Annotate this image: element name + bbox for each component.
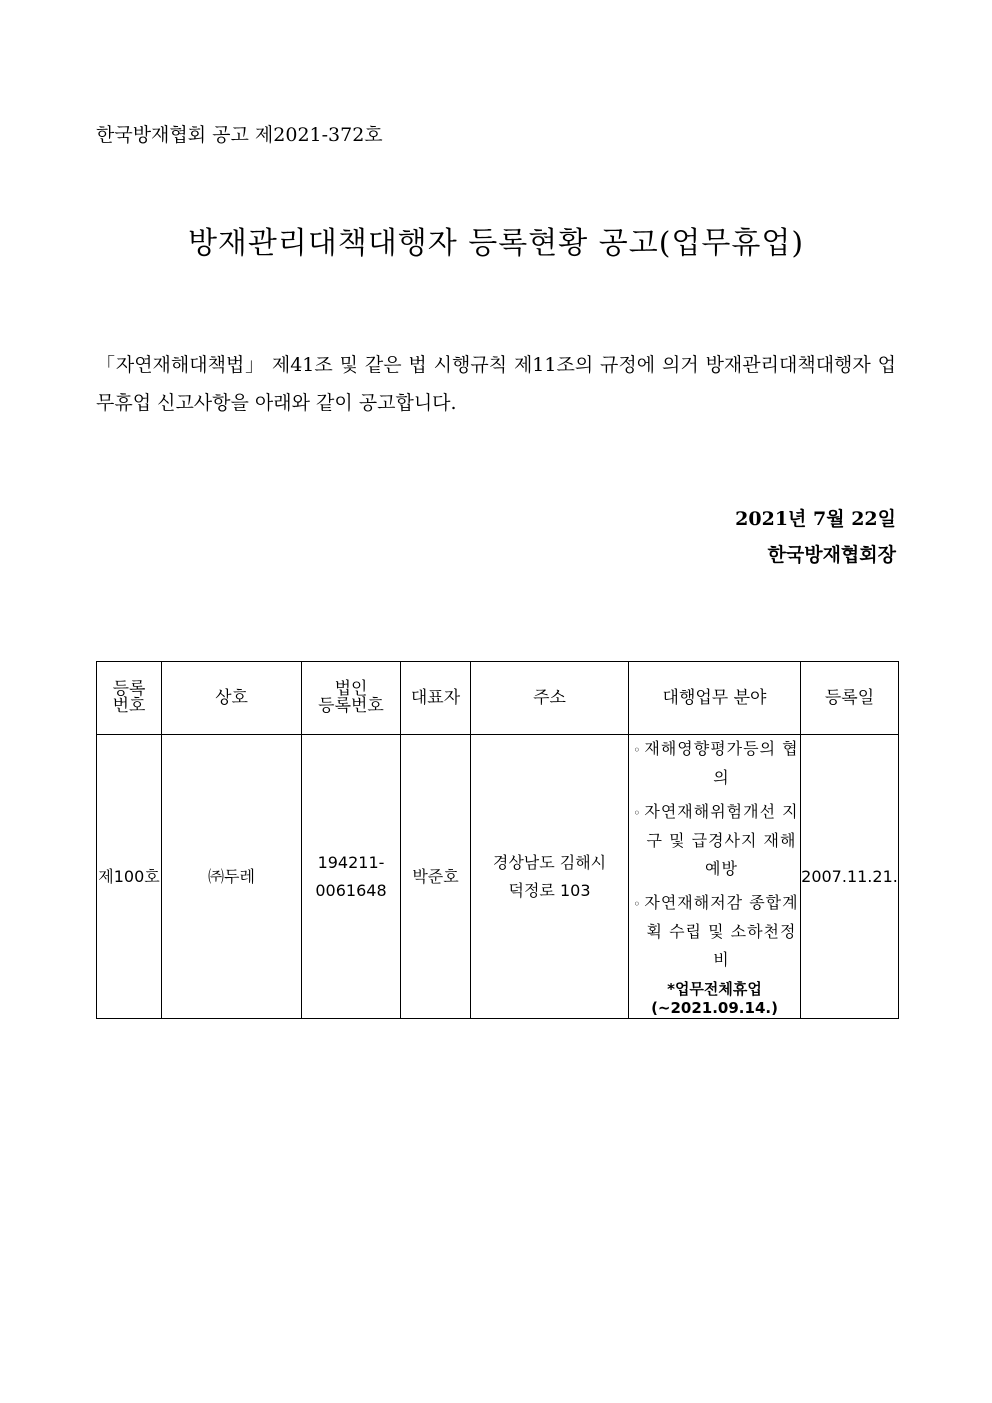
field-item <box>629 735 800 792</box>
cell-reg-date: 2007.11.21. <box>801 735 899 1019</box>
corp-no-line1: 194211- <box>317 852 385 872</box>
bullet-icon: ◦ <box>633 897 642 911</box>
cell-reg-no: 제100호 <box>97 735 162 1019</box>
field-item <box>629 798 800 883</box>
notice-number: 한국방재협회 공고 제2021-372호 <box>96 124 383 146</box>
field-text: 자연재해위험개선 지구 및 급경사지 재해예방 <box>644 802 799 878</box>
header-corp-no-line2: 등록번호 <box>318 696 384 716</box>
table-row <box>97 735 899 1019</box>
header-corp-no <box>302 662 401 735</box>
header-representative: 대표자 <box>401 662 471 735</box>
header-corp-no-line1: 법인 <box>334 679 368 699</box>
notice-body: 「자연재해대책법」 제41조 및 같은 법 시행규칙 제11조의 규정에 의거 방재관리대책대행자 업무휴업 신고사항을 아래와 같이 공고합니다. <box>96 354 896 414</box>
header-address: 주소 <box>471 662 629 735</box>
field-text: 재해영향평가등의 협의 <box>644 739 799 787</box>
field-item <box>629 889 800 974</box>
bullet-icon: ◦ <box>633 806 642 820</box>
header-reg-no-line1: 등록 <box>112 679 146 699</box>
cell-address <box>471 735 629 1019</box>
cell-corp-no <box>302 735 401 1019</box>
cell-fields <box>629 735 801 1019</box>
header-reg-no <box>97 662 162 735</box>
note-line2: (~2021.09.14.) <box>651 999 778 1017</box>
header-reg-date: 등록일 <box>801 662 899 735</box>
header-company: 상호 <box>162 662 302 735</box>
header-fields: 대행업무 분야 <box>629 662 801 735</box>
cell-company: ㈜두레 <box>162 735 302 1019</box>
note-line1: *업무전체휴업 <box>667 980 762 998</box>
corp-no-line2: 0061648 <box>315 880 387 900</box>
suspension-note <box>629 980 800 1018</box>
address-line2: 덕정로 103 <box>508 880 591 900</box>
registration-table <box>96 661 899 1019</box>
notice-date: 2021년 7월 22일 <box>735 508 896 530</box>
header-reg-no-line2: 번호 <box>112 696 146 716</box>
field-text: 자연재해저감 종합계획 수립 및 소하천정비 <box>644 893 799 969</box>
cell-representative: 박준호 <box>401 735 471 1019</box>
signer: 한국방재협회장 <box>767 544 896 566</box>
document-title: 방재관리대책대행자 등록현황 공고(업무휴업) <box>187 226 805 261</box>
table-header-row <box>97 662 899 735</box>
address-line1: 경상남도 김해시 <box>492 852 607 872</box>
bullet-icon: ◦ <box>633 743 642 757</box>
